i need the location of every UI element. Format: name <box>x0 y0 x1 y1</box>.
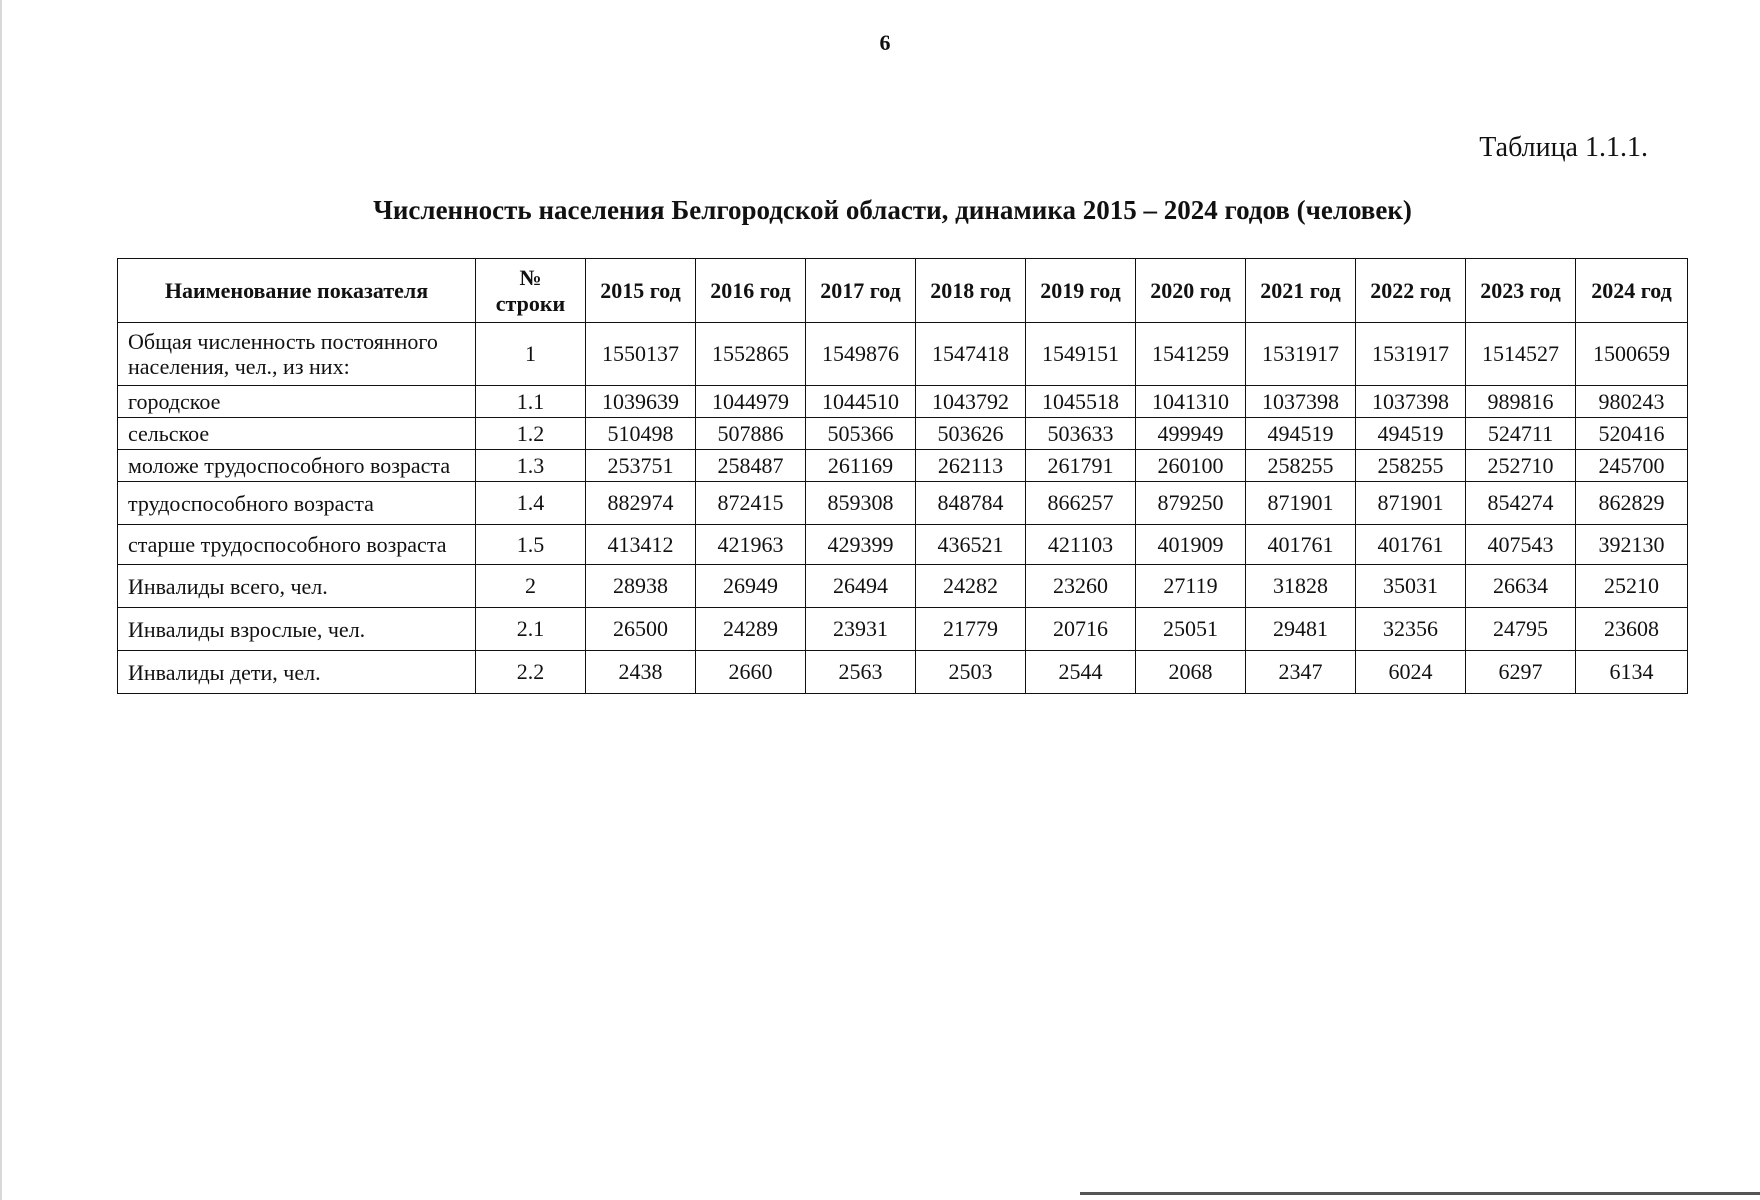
value-cell: 401761 <box>1246 525 1356 565</box>
value-cell: 503633 <box>1026 418 1136 450</box>
indicator-name-cell: моложе трудоспособного возраста <box>118 450 476 482</box>
value-cell: 882974 <box>586 482 696 525</box>
row-number-cell: 2.2 <box>476 651 586 694</box>
header-year: 2020 год <box>1136 259 1246 323</box>
value-cell: 989816 <box>1466 386 1576 418</box>
value-cell: 27119 <box>1136 565 1246 608</box>
value-cell: 261169 <box>806 450 916 482</box>
header-row-number-label: строки <box>495 290 566 316</box>
value-cell: 871901 <box>1356 482 1466 525</box>
value-cell: 854274 <box>1466 482 1576 525</box>
value-cell: 2544 <box>1026 651 1136 694</box>
table-row <box>118 450 1688 482</box>
value-cell: 26500 <box>586 608 696 651</box>
value-cell: 494519 <box>1356 418 1466 450</box>
value-cell: 2660 <box>696 651 806 694</box>
value-cell: 401909 <box>1136 525 1246 565</box>
value-cell: 862829 <box>1576 482 1688 525</box>
value-cell: 261791 <box>1026 450 1136 482</box>
header-year: 2015 год <box>586 259 696 323</box>
value-cell: 25210 <box>1576 565 1688 608</box>
row-number-cell: 1.5 <box>476 525 586 565</box>
value-cell: 2347 <box>1246 651 1356 694</box>
value-cell: 401761 <box>1356 525 1466 565</box>
value-cell: 872415 <box>696 482 806 525</box>
value-cell: 23931 <box>806 608 916 651</box>
header-year: 2024 год <box>1576 259 1688 323</box>
value-cell: 407543 <box>1466 525 1576 565</box>
value-cell: 413412 <box>586 525 696 565</box>
indicator-name-cell: трудоспособного возраста <box>118 482 476 525</box>
value-cell: 859308 <box>806 482 916 525</box>
value-cell: 1043792 <box>916 386 1026 418</box>
value-cell: 494519 <box>1246 418 1356 450</box>
table-title: Численность населения Белгородской области, динамика 2015 – 2024 годов (человек) <box>373 195 1412 225</box>
value-cell: 503626 <box>916 418 1026 450</box>
indicator-name-cell: сельское <box>118 418 476 450</box>
value-cell: 520416 <box>1576 418 1688 450</box>
header-year: 2016 год <box>696 259 806 323</box>
value-cell: 26634 <box>1466 565 1576 608</box>
value-cell: 1044510 <box>806 386 916 418</box>
header-year: 2019 год <box>1026 259 1136 323</box>
value-cell: 24282 <box>916 565 1026 608</box>
value-cell: 1041310 <box>1136 386 1246 418</box>
value-cell: 2563 <box>806 651 916 694</box>
table-row <box>118 608 1688 651</box>
value-cell: 505366 <box>806 418 916 450</box>
header-row-number <box>476 259 586 323</box>
value-cell: 35031 <box>1356 565 1466 608</box>
value-cell: 253751 <box>586 450 696 482</box>
value-cell: 1037398 <box>1246 386 1356 418</box>
indicator-name-cell: городское <box>118 386 476 418</box>
value-cell: 6297 <box>1466 651 1576 694</box>
header-year: 2021 год <box>1246 259 1356 323</box>
value-cell: 2438 <box>586 651 696 694</box>
value-cell: 507886 <box>696 418 806 450</box>
value-cell: 260100 <box>1136 450 1246 482</box>
value-cell: 866257 <box>1026 482 1136 525</box>
value-cell: 421103 <box>1026 525 1136 565</box>
value-cell: 2503 <box>916 651 1026 694</box>
value-cell: 1549151 <box>1026 323 1136 386</box>
value-cell: 980243 <box>1576 386 1688 418</box>
value-cell: 245700 <box>1576 450 1688 482</box>
row-number-cell: 1 <box>476 323 586 386</box>
header-year: 2018 год <box>916 259 1026 323</box>
value-cell: 392130 <box>1576 525 1688 565</box>
value-cell: 848784 <box>916 482 1026 525</box>
value-cell: 29481 <box>1246 608 1356 651</box>
value-cell: 258255 <box>1246 450 1356 482</box>
value-cell: 252710 <box>1466 450 1576 482</box>
value-cell: 1547418 <box>916 323 1026 386</box>
value-cell: 20716 <box>1026 608 1136 651</box>
value-cell: 258487 <box>696 450 806 482</box>
value-cell: 1531917 <box>1246 323 1356 386</box>
indicator-name-cell: Инвалиды взрослые, чел. <box>118 608 476 651</box>
value-cell: 31828 <box>1246 565 1356 608</box>
table-row <box>118 525 1688 565</box>
header-year: 2017 год <box>806 259 916 323</box>
header-indicator-name: Наименование показателя <box>118 259 476 323</box>
table-row <box>118 386 1688 418</box>
value-cell: 23608 <box>1576 608 1688 651</box>
scan-edge-bottom <box>1080 1192 1760 1195</box>
table-row <box>118 418 1688 450</box>
value-cell: 24289 <box>696 608 806 651</box>
indicator-name-cell: Общая численность постоянного населения, чел., из них: <box>118 323 476 386</box>
value-cell: 2068 <box>1136 651 1246 694</box>
value-cell: 1514527 <box>1466 323 1576 386</box>
value-cell: 1549876 <box>806 323 916 386</box>
header-row-number-symbol: № <box>519 264 542 290</box>
table-body <box>118 323 1688 694</box>
value-cell: 32356 <box>1356 608 1466 651</box>
value-cell: 26949 <box>696 565 806 608</box>
value-cell: 24795 <box>1466 608 1576 651</box>
value-cell: 1044979 <box>696 386 806 418</box>
row-number-cell: 1.1 <box>476 386 586 418</box>
value-cell: 26494 <box>806 565 916 608</box>
value-cell: 524711 <box>1466 418 1576 450</box>
value-cell: 421963 <box>696 525 806 565</box>
value-cell: 1552865 <box>696 323 806 386</box>
table-row <box>118 651 1688 694</box>
value-cell: 28938 <box>586 565 696 608</box>
value-cell: 1039639 <box>586 386 696 418</box>
value-cell: 25051 <box>1136 608 1246 651</box>
page-number: 6 <box>879 30 891 55</box>
value-cell: 879250 <box>1136 482 1246 525</box>
row-number-cell: 1.3 <box>476 450 586 482</box>
value-cell: 6134 <box>1576 651 1688 694</box>
value-cell: 21779 <box>916 608 1026 651</box>
value-cell: 1550137 <box>586 323 696 386</box>
indicator-name-cell: старше трудоспособного возраста <box>118 525 476 565</box>
value-cell: 262113 <box>916 450 1026 482</box>
value-cell: 1541259 <box>1136 323 1246 386</box>
table-caption: Таблица 1.1.1. <box>1479 132 1648 163</box>
table-row <box>118 482 1688 525</box>
value-cell: 1045518 <box>1026 386 1136 418</box>
table-row <box>118 323 1688 386</box>
table-row <box>118 565 1688 608</box>
row-number-cell: 1.2 <box>476 418 586 450</box>
value-cell: 499949 <box>1136 418 1246 450</box>
value-cell: 436521 <box>916 525 1026 565</box>
value-cell: 1500659 <box>1576 323 1688 386</box>
value-cell: 871901 <box>1246 482 1356 525</box>
row-number-cell: 2.1 <box>476 608 586 651</box>
indicator-name-cell: Инвалиды дети, чел. <box>118 651 476 694</box>
value-cell: 510498 <box>586 418 696 450</box>
row-number-cell: 2 <box>476 565 586 608</box>
header-year: 2022 год <box>1356 259 1466 323</box>
header-year: 2023 год <box>1466 259 1576 323</box>
population-table <box>117 258 1688 694</box>
value-cell: 1531917 <box>1356 323 1466 386</box>
value-cell: 1037398 <box>1356 386 1466 418</box>
value-cell: 258255 <box>1356 450 1466 482</box>
row-number-cell: 1.4 <box>476 482 586 525</box>
scan-edge-left <box>0 0 2 1200</box>
value-cell: 23260 <box>1026 565 1136 608</box>
indicator-name-cell: Инвалиды всего, чел. <box>118 565 476 608</box>
value-cell: 6024 <box>1356 651 1466 694</box>
value-cell: 429399 <box>806 525 916 565</box>
table-header-row <box>118 259 1688 323</box>
